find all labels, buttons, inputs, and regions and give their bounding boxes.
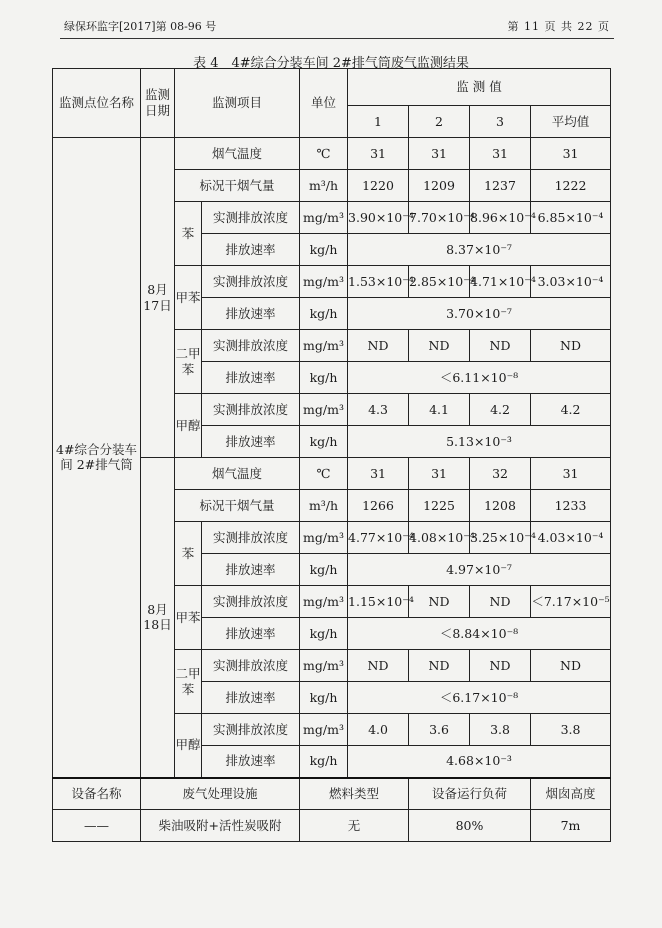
unit: kg/h xyxy=(300,682,348,714)
item-label: 排放速率 xyxy=(202,298,300,330)
unit: mg/m³ xyxy=(300,522,348,554)
value-cell: 1209 xyxy=(409,170,470,202)
value-cell: 4.71×10⁻⁴ xyxy=(470,266,531,298)
doc-number: 绿保环监字[2017]第 08-96 号 xyxy=(64,20,217,33)
value-cell: ＜6.17×10⁻⁸ xyxy=(348,682,611,714)
item-label: 排放速率 xyxy=(202,746,300,778)
value-cell: 4.77×10⁻⁴ xyxy=(348,522,409,554)
unit: mg/m³ xyxy=(300,714,348,746)
col-header-run-3: 3 xyxy=(470,106,531,138)
equipment-value: 7m xyxy=(531,810,611,842)
unit: m³/h xyxy=(300,170,348,202)
unit: kg/h xyxy=(300,298,348,330)
value-cell: 1237 xyxy=(470,170,531,202)
unit: ℃ xyxy=(300,458,348,490)
equipment-value: —— xyxy=(53,810,141,842)
col-header-item: 监测项目 xyxy=(175,69,300,138)
item-label: 实测排放浓度 xyxy=(202,330,300,362)
value-cell: 4.68×10⁻³ xyxy=(348,746,611,778)
col-header-date: 监测日期 xyxy=(141,69,175,138)
unit: kg/h xyxy=(300,618,348,650)
value-cell: ＜8.84×10⁻⁸ xyxy=(348,618,611,650)
value-cell: 4.2 xyxy=(531,394,611,426)
value-cell: 8.37×10⁻⁷ xyxy=(348,234,611,266)
value-cell: ND xyxy=(348,650,409,682)
value-cell: 1220 xyxy=(348,170,409,202)
unit: kg/h xyxy=(300,554,348,586)
col-header-unit: 单位 xyxy=(300,69,348,138)
header-rule xyxy=(60,38,614,39)
value-cell: ND xyxy=(409,650,470,682)
pollutant-name: 甲苯 xyxy=(175,266,202,330)
page-indicator: 第 11 页 共 22 页 xyxy=(507,20,610,33)
value-cell: 1233 xyxy=(531,490,611,522)
value-cell: 31 xyxy=(470,138,531,170)
value-cell: 31 xyxy=(409,138,470,170)
date-day2: 8月18日 xyxy=(141,458,175,778)
value-cell: 4.1 xyxy=(409,394,470,426)
value-cell: 1.15×10⁻⁴ xyxy=(348,586,409,618)
value-cell: 3.70×10⁻⁷ xyxy=(348,298,611,330)
item-label: 烟气温度 xyxy=(175,458,300,490)
value-cell: 31 xyxy=(531,138,611,170)
item-label: 排放速率 xyxy=(202,618,300,650)
equipment-value: 无 xyxy=(300,810,409,842)
value-cell: 1.53×10⁻⁴ xyxy=(348,266,409,298)
value-cell: ND xyxy=(531,650,611,682)
value-cell: 4.3 xyxy=(348,394,409,426)
value-cell: 5.13×10⁻³ xyxy=(348,426,611,458)
monitoring-point: 4#综合分装车间 2#排气筒 xyxy=(53,138,141,778)
item-label: 烟气温度 xyxy=(175,138,300,170)
value-cell: 4.0 xyxy=(348,714,409,746)
table-title: 表 4 4#综合分装车间 2#排气筒废气监测结果 xyxy=(193,56,469,71)
value-cell: 3.25×10⁻⁴ xyxy=(470,522,531,554)
unit: mg/m³ xyxy=(300,394,348,426)
value-cell: 4.97×10⁻⁷ xyxy=(348,554,611,586)
equipment-header: 设备名称 xyxy=(53,778,141,810)
item-label: 实测排放浓度 xyxy=(202,394,300,426)
equipment-value: 柴油吸附+活性炭吸附 xyxy=(141,810,300,842)
item-label: 排放速率 xyxy=(202,426,300,458)
unit: kg/h xyxy=(300,426,348,458)
value-cell: 31 xyxy=(409,458,470,490)
pollutant-name: 二甲苯 xyxy=(175,330,202,394)
pollutant-name: 甲醇 xyxy=(175,394,202,458)
equipment-header: 燃料类型 xyxy=(300,778,409,810)
unit: mg/m³ xyxy=(300,650,348,682)
value-cell: 2.85×10⁻⁴ xyxy=(409,266,470,298)
value-cell: 1222 xyxy=(531,170,611,202)
item-label: 实测排放浓度 xyxy=(202,202,300,234)
equipment-header: 烟囱高度 xyxy=(531,778,611,810)
value-cell: 1266 xyxy=(348,490,409,522)
value-cell: 3.90×10⁻⁴ xyxy=(348,202,409,234)
unit: kg/h xyxy=(300,746,348,778)
value-cell: 31 xyxy=(348,458,409,490)
value-cell: ND xyxy=(409,586,470,618)
item-label: 排放速率 xyxy=(202,682,300,714)
value-cell: ND xyxy=(348,330,409,362)
item-label: 实测排放浓度 xyxy=(202,586,300,618)
unit: kg/h xyxy=(300,234,348,266)
item-label: 实测排放浓度 xyxy=(202,714,300,746)
value-cell: ND xyxy=(470,586,531,618)
unit: mg/m³ xyxy=(300,586,348,618)
value-cell: ND xyxy=(470,650,531,682)
pollutant-name: 苯 xyxy=(175,522,202,586)
unit: m³/h xyxy=(300,490,348,522)
pollutant-name: 苯 xyxy=(175,202,202,266)
value-cell: 4.2 xyxy=(470,394,531,426)
value-cell: 31 xyxy=(531,458,611,490)
item-label: 标况干烟气量 xyxy=(175,170,300,202)
item-label: 实测排放浓度 xyxy=(202,522,300,554)
value-cell: 32 xyxy=(470,458,531,490)
value-cell: 1208 xyxy=(470,490,531,522)
value-cell: ND xyxy=(470,330,531,362)
value-cell: ＜7.17×10⁻⁵ xyxy=(531,586,611,618)
col-header-point: 监测点位名称 xyxy=(53,69,141,138)
value-cell: 8.96×10⁻⁴ xyxy=(470,202,531,234)
item-label: 实测排放浓度 xyxy=(202,266,300,298)
unit: kg/h xyxy=(300,362,348,394)
equipment-header: 废气处理设施 xyxy=(141,778,300,810)
col-header-values: 监 测 值 xyxy=(348,69,611,106)
value-cell: ND xyxy=(531,330,611,362)
value-cell: 6.85×10⁻⁴ xyxy=(531,202,611,234)
item-label: 标况干烟气量 xyxy=(175,490,300,522)
value-cell: 4.08×10⁻⁴ xyxy=(409,522,470,554)
item-label: 排放速率 xyxy=(202,362,300,394)
value-cell: 1225 xyxy=(409,490,470,522)
value-cell: ＜6.11×10⁻⁸ xyxy=(348,362,611,394)
unit: mg/m³ xyxy=(300,330,348,362)
item-label: 实测排放浓度 xyxy=(202,650,300,682)
date-day1: 8月17日 xyxy=(141,138,175,458)
pollutant-name: 甲醇 xyxy=(175,714,202,778)
value-cell: 3.8 xyxy=(531,714,611,746)
equipment-header: 设备运行负荷 xyxy=(409,778,531,810)
col-header-run-1: 1 xyxy=(348,106,409,138)
item-label: 排放速率 xyxy=(202,234,300,266)
equipment-value: 80% xyxy=(409,810,531,842)
col-header-average: 平均值 xyxy=(531,106,611,138)
value-cell: 3.8 xyxy=(470,714,531,746)
value-cell: 31 xyxy=(348,138,409,170)
pollutant-name: 甲苯 xyxy=(175,586,202,650)
unit: mg/m³ xyxy=(300,202,348,234)
item-label: 排放速率 xyxy=(202,554,300,586)
value-cell: 7.70×10⁻⁴ xyxy=(409,202,470,234)
unit: mg/m³ xyxy=(300,266,348,298)
monitoring-table xyxy=(52,68,611,842)
value-cell: 4.03×10⁻⁴ xyxy=(531,522,611,554)
value-cell: 3.03×10⁻⁴ xyxy=(531,266,611,298)
pollutant-name: 二甲苯 xyxy=(175,650,202,714)
col-header-run-2: 2 xyxy=(409,106,470,138)
value-cell: 3.6 xyxy=(409,714,470,746)
value-cell: ND xyxy=(409,330,470,362)
unit: ℃ xyxy=(300,138,348,170)
